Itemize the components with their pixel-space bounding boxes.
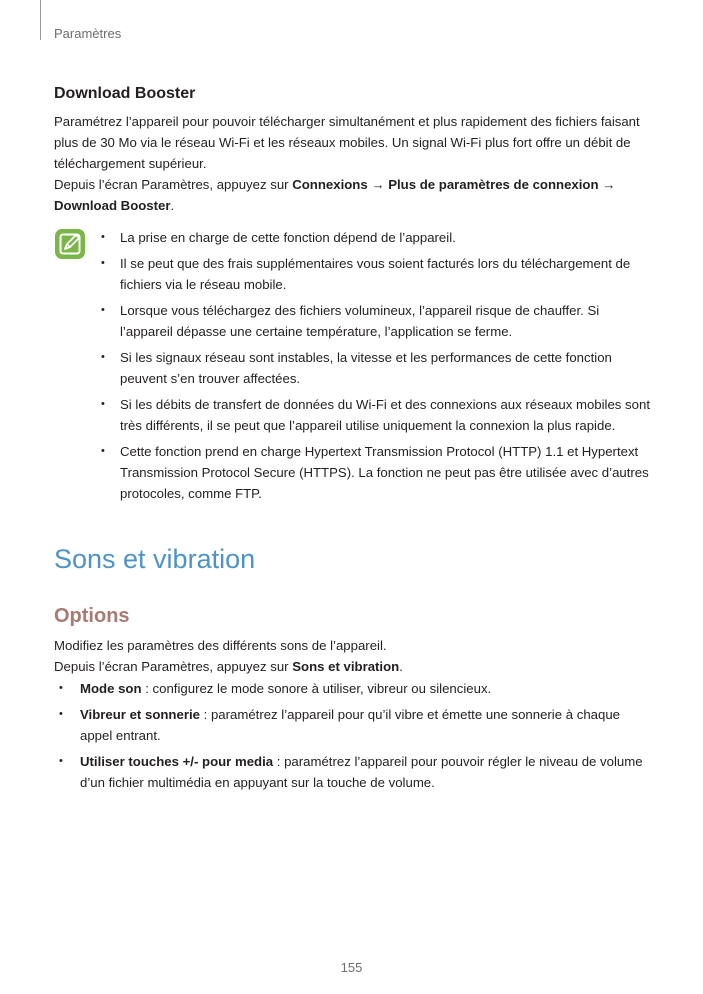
download-booster-heading: Download Booster (54, 85, 196, 102)
note-pencil-icon (54, 228, 86, 260)
path-suffix: . (399, 659, 403, 674)
options-intro: Modifiez les paramètres des différents sons de l’appareil. (54, 638, 387, 653)
running-header: Paramètres (54, 26, 122, 41)
path-arrow: → (598, 177, 616, 192)
note-block (54, 227, 652, 504)
note-item: • Lorsque vous téléchargez des fichiers volumineux, l’appareil risque de chauffer. Si l’appareil dépasse une certaine température, l’application se ferme. (100, 300, 652, 342)
option-item (54, 704, 652, 746)
path-connexions: Connexions (292, 177, 368, 192)
download-booster-path (54, 174, 652, 216)
option-text: : paramétrez l’appareil pour qu’il vibre et émette une sonnerie à chaque appel entrant. (80, 707, 621, 743)
download-booster-description: Paramétrez l’appareil pour pouvoir télécharger simultanément et plus rapidement des fichiers faisant plus de 30 Mo via le réseau Wi-Fi et les réseaux mobiles. Un signal Wi-Fi plus fort offre un débit de téléchargement supérieur. (54, 114, 640, 171)
option-label: Utiliser touches +/- pour media (80, 754, 274, 769)
option-text: : paramétrez l’appareil pour pouvoir régler le niveau de volume d’un fichier multimédia en appuyant sur la touche de volume. (80, 754, 643, 790)
path-more-settings: Plus de paramètres de connexion (388, 177, 599, 192)
option-text: : configurez le mode sonore à utiliser, vibreur ou silencieux. (141, 681, 492, 696)
options-list (54, 678, 652, 793)
option-label: Mode son (80, 681, 142, 696)
page-number: 155 (340, 960, 363, 975)
path-prefix: Depuis l’écran Paramètres, appuyez sur (54, 177, 293, 192)
option-label: Vibreur et sonnerie (80, 707, 200, 722)
note-item: • Si les débits de transfert de données du Wi-Fi et des connexions aux réseaux mobiles sont très différents, il se peut que l’appareil utilise uniquement la connexion la plus rapide. (100, 394, 652, 436)
path-arrow: → (367, 177, 389, 192)
options-heading: Options (54, 605, 130, 627)
path-download-booster: Download Booster (54, 198, 171, 213)
sons-vibration-heading: Sons et vibration (54, 544, 256, 574)
note-list (100, 227, 652, 504)
sons-path (54, 656, 652, 677)
path-sons-vibration: Sons et vibration (292, 659, 400, 674)
note-item: • La prise en charge de cette fonction dépend de l’appareil. (100, 227, 652, 248)
note-item: • Si les signaux réseau sont instables, la vitesse et les performances de cette fonction peuvent s’en trouver affectées. (100, 347, 652, 389)
path-prefix: Depuis l’écran Paramètres, appuyez sur (54, 659, 293, 674)
header-rule (40, 0, 41, 40)
page-content (54, 83, 652, 798)
option-item (54, 751, 652, 793)
option-item (54, 678, 652, 699)
note-item: • Il se peut que des frais supplémentaires vous soient facturés lors du téléchargement de fichiers via le réseau mobile. (100, 253, 652, 295)
path-suffix: . (170, 198, 175, 213)
note-item: • Cette fonction prend en charge Hypertext Transmission Protocol (HTTP) 1.1 et Hypertext Transmission Protocol Secure (HTTPS). La fonction ne peut pas être utilisée avec d’autres protocoles, comme FTP. (100, 441, 652, 504)
